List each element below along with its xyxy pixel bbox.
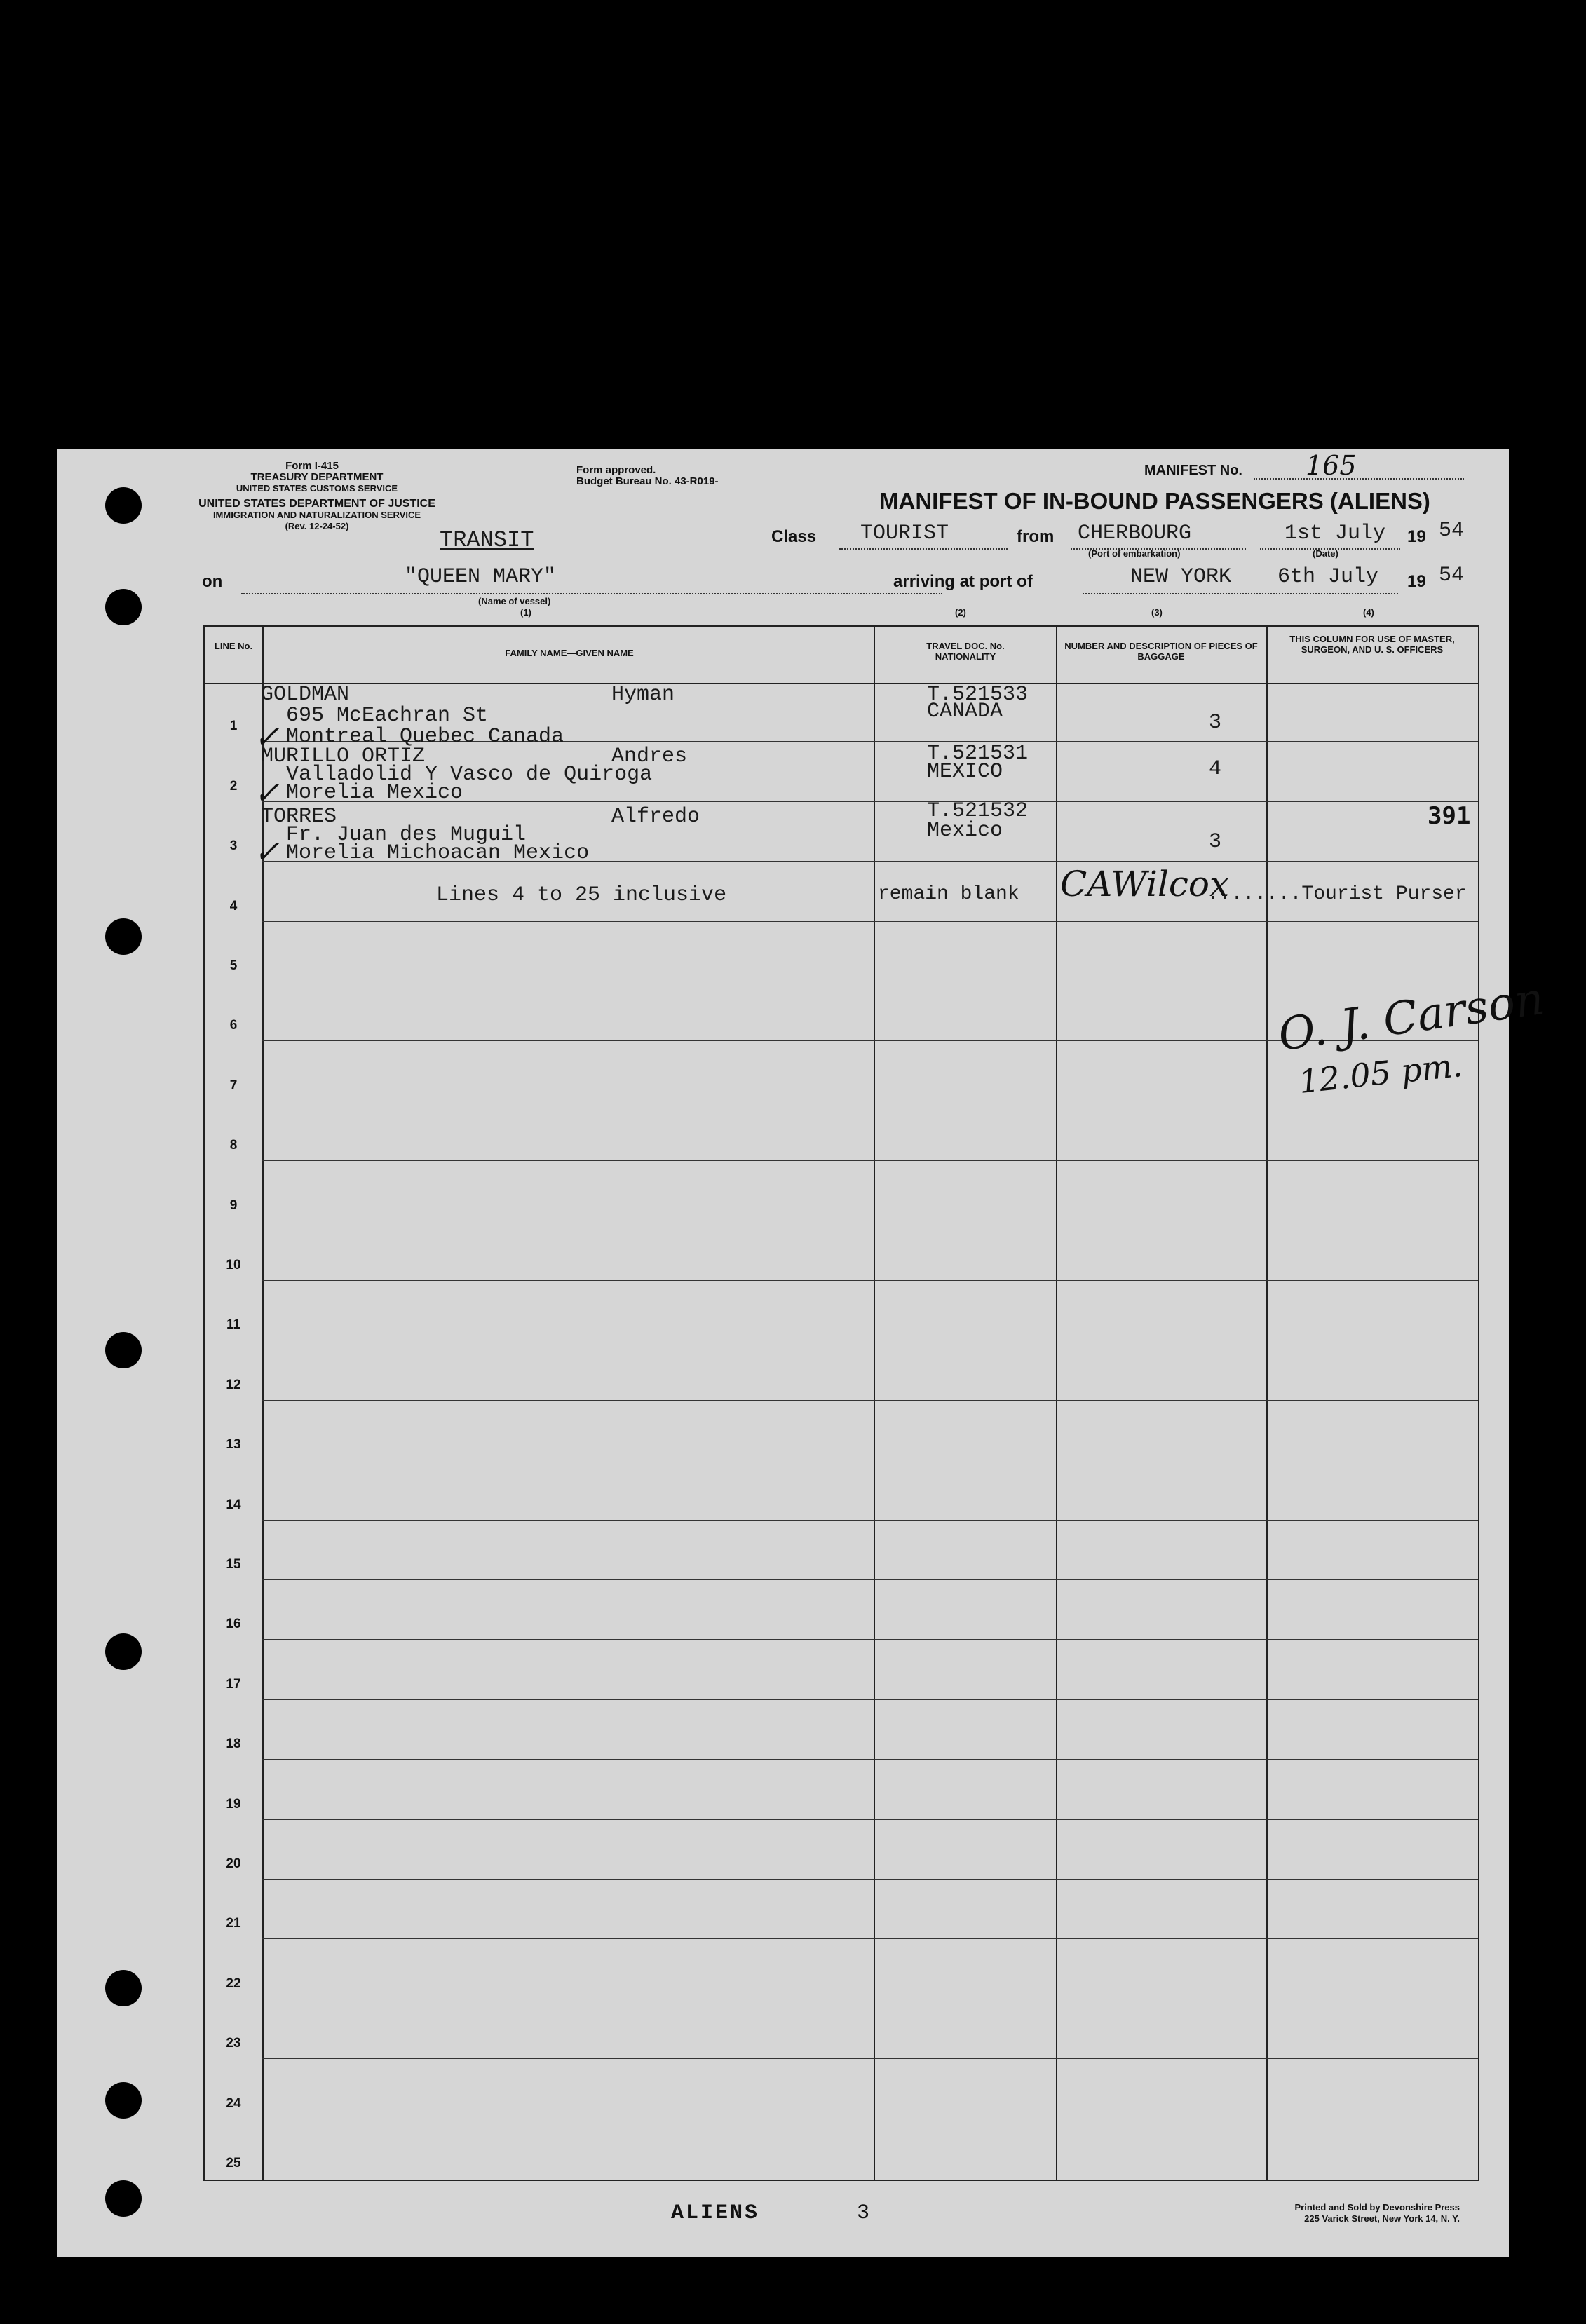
line-number-5: 5	[229, 958, 238, 973]
col1-caption: (1)	[520, 607, 531, 618]
form-number: Form I-415	[285, 460, 339, 472]
class-value: TOURIST	[860, 522, 949, 545]
vessel-caption: (Name of vessel)	[478, 596, 551, 606]
year-prefix-1: 19	[1407, 527, 1426, 546]
col-divider-4	[1266, 627, 1268, 2180]
line-number-1: 1	[229, 719, 238, 734]
header-officers: THIS COLUMN FOR USE OF MASTER, SURGEON, AND U. S. OFFICERS	[1289, 634, 1455, 655]
officer-time: 12.05 pm.	[1296, 1045, 1465, 1101]
col2-caption: (2)	[955, 607, 966, 618]
entry-2-baggage: 4	[1209, 757, 1222, 781]
line-number-13: 13	[226, 1437, 241, 1453]
binder-hole-7	[105, 2082, 142, 2119]
row-line-15	[262, 1579, 1478, 1580]
port-embark-caption: (Port of embarkation)	[1088, 548, 1181, 559]
row-line-20	[262, 1879, 1478, 1880]
row-line-18	[262, 1759, 1478, 1760]
col4-caption: (4)	[1363, 607, 1374, 618]
line-number-15: 15	[226, 1557, 241, 1572]
aliens-label: ALIENS	[671, 2201, 760, 2225]
header-baggage: NUMBER AND DESCRIPTION OF PIECES OF BAGGAGE	[1064, 641, 1258, 662]
line-number-4: 4	[229, 898, 238, 913]
binder-hole-1	[105, 487, 142, 524]
vessel-line	[241, 592, 942, 594]
on-label: on	[202, 572, 223, 591]
line-number-14: 14	[226, 1497, 241, 1512]
line-number-3: 3	[229, 838, 238, 854]
manifest-no-label: MANIFEST No.	[1144, 463, 1242, 478]
header-line-no: LINE No.	[214, 641, 253, 651]
form-approved: Form approved.	[576, 464, 656, 476]
arriving-label: arriving at port of	[893, 572, 1033, 591]
entry-2-doc: T.521531	[927, 742, 1029, 766]
entry-1-baggage: 3	[1209, 711, 1222, 735]
customs-service: UNITED STATES CUSTOMS SERVICE	[236, 483, 398, 494]
line-number-2: 2	[229, 778, 238, 794]
entry-1-address1: 695 McEachran St	[286, 704, 489, 728]
line-number-25: 25	[226, 2156, 241, 2170]
entry-3-check: ✓	[254, 834, 280, 870]
year-embark: 54	[1439, 519, 1465, 543]
binder-hole-2	[105, 589, 142, 625]
row-line-23	[262, 2058, 1478, 2059]
entry-3-given: Alfredo	[611, 805, 700, 829]
officer-signature: O. J. Carson	[1275, 972, 1547, 1062]
binder-hole-5	[105, 1633, 142, 1670]
line-number-8: 8	[229, 1138, 238, 1153]
line-number-18: 18	[226, 1737, 241, 1752]
year-prefix-2: 19	[1407, 572, 1426, 591]
treasury-dept: TREASURY DEPARTMENT	[250, 471, 384, 483]
printer-line-2: 225 Varick Street, New York 14, N. Y.	[1304, 2213, 1460, 2224]
year-arrive: 54	[1439, 564, 1465, 587]
entry-3-family: TORRES	[261, 805, 337, 829]
entry-1-address2: Montreal Quebec Canada	[286, 725, 564, 749]
port-arrive-line	[1083, 592, 1398, 594]
header-name: FAMILY NAME—GIVEN NAME	[505, 648, 634, 658]
row-line-12	[262, 1400, 1478, 1401]
col-divider-3	[1056, 627, 1057, 2180]
header-travel-doc: TRAVEL DOC. No. NATIONALITY	[926, 641, 1005, 662]
entry-3-doc: T.521532	[927, 799, 1029, 823]
sheet-number: 3	[857, 2201, 870, 2225]
row-line-19	[262, 1819, 1478, 1820]
class-line	[839, 547, 1008, 550]
manifest-no-value: 165	[1306, 450, 1357, 481]
revision-date: (Rev. 12-24-52)	[285, 521, 349, 531]
date-embarkation: 1st July	[1285, 522, 1386, 545]
justice-dept: UNITED STATES DEPARTMENT OF JUSTICE	[198, 498, 435, 510]
manifest-title: MANIFEST OF IN-BOUND PASSENGERS (ALIENS)	[879, 488, 1430, 514]
budget-bureau: Budget Bureau No. 43-R019-	[576, 475, 719, 487]
class-label: Class	[771, 527, 817, 546]
row-line-14	[262, 1520, 1478, 1521]
entry-2-nationality: MEXICO	[927, 760, 1003, 784]
line-number-7: 7	[229, 1078, 238, 1093]
line-number-22: 22	[226, 1976, 241, 1991]
passenger-table	[203, 625, 1547, 2181]
col3-caption: (3)	[1151, 607, 1163, 618]
purser-title: ........Tourist Purser	[1207, 883, 1467, 905]
remain-blank-note: remain blank	[878, 883, 1019, 905]
from-label: from	[1017, 527, 1055, 546]
row-line-16	[262, 1639, 1478, 1640]
line-number-12: 12	[226, 1377, 241, 1392]
date-arrival: 6th July	[1277, 565, 1379, 589]
entry-1-given: Hyman	[611, 683, 675, 707]
line-number-20: 20	[226, 1856, 241, 1871]
line-number-16: 16	[226, 1617, 241, 1632]
col-divider-2	[874, 627, 875, 2180]
transit-label: TRANSIT	[440, 527, 534, 553]
entry-2-address1: Valladolid Y Vasco de Quiroga	[286, 763, 653, 787]
entry-3-address1: Fr. Juan des Muguil	[286, 823, 527, 847]
entry-2-check: ✓	[254, 775, 280, 811]
blank-lines-note: Lines 4 to 25 inclusive	[436, 883, 727, 907]
entry-3-address2: Morelia Michoacan Mexico	[286, 841, 590, 865]
row-line-8	[262, 1160, 1478, 1161]
vessel-name: "QUEEN MARY"	[405, 565, 557, 589]
manifest-page	[57, 449, 1547, 2257]
manifest-no-line	[1254, 477, 1464, 480]
line-number-10: 10	[226, 1258, 241, 1272]
line-number-24: 24	[226, 2095, 241, 2111]
entry-3-baggage: 3	[1209, 830, 1222, 854]
printer-line-1: Printed and Sold by Devonshire Press	[1294, 2202, 1460, 2213]
port-embarkation: CHERBOURG	[1078, 522, 1192, 545]
binder-hole-3	[105, 918, 142, 955]
date-caption: (Date)	[1313, 548, 1338, 559]
purser-signature: CAWilcox	[1060, 864, 1230, 904]
ins-service: IMMIGRATION AND NATURALIZATION SERVICE	[212, 510, 421, 520]
line-number-11: 11	[226, 1317, 241, 1333]
entry-3-officer-note: 391	[1428, 802, 1471, 830]
line-number-19: 19	[226, 1796, 241, 1812]
entry-1-nationality: CANADA	[927, 700, 1003, 723]
line-number-21: 21	[226, 1916, 241, 1931]
entry-1-family: GOLDMAN	[261, 683, 350, 707]
row-line-4	[262, 921, 1478, 922]
port-arrival: NEW YORK	[1130, 565, 1232, 589]
binder-hole-8	[105, 2180, 142, 2217]
row-line-17	[262, 1699, 1478, 1700]
binder-hole-4	[105, 1332, 142, 1368]
row-line-10	[262, 1280, 1478, 1281]
entry-1-doc: T.521533	[927, 683, 1029, 707]
row-line-21	[262, 1938, 1478, 1939]
entry-2-address2: Morelia Mexico	[286, 781, 463, 805]
line-number-6: 6	[229, 1018, 238, 1033]
line-number-9: 9	[229, 1197, 238, 1213]
binder-hole-6	[105, 1970, 142, 2006]
entry-3-nationality: Mexico	[927, 819, 1003, 843]
entry-1-check: ✓	[254, 719, 280, 755]
entry-2-given: Andres	[611, 745, 688, 768]
entry-2-family: MURILLO ORTIZ	[261, 745, 426, 768]
line-number-23: 23	[226, 2036, 241, 2051]
line-number-17: 17	[226, 1676, 241, 1692]
